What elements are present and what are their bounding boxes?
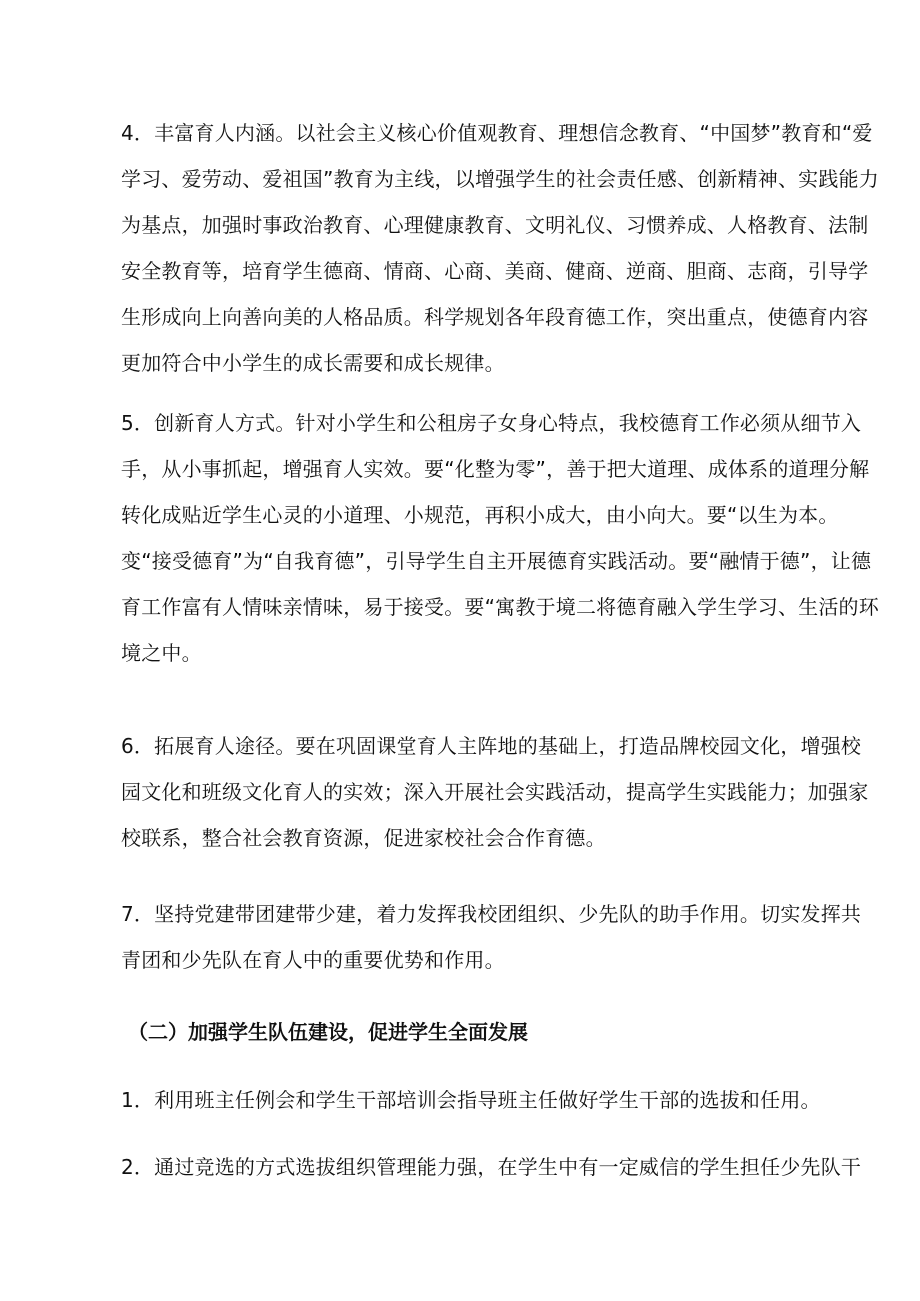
paragraph-7-party-building: 7．坚持党建带团建带少建，着力发挥我校团组织、少先队的助手作用。切实发挥共青团和少先队在育人中的重要优势和作用。 [121, 902, 862, 972]
section-heading: （二）加强学生队伍建设，促进学生全面发展 [128, 1020, 528, 1044]
list-item-2: 2．通过竞选的方式选拔组织管理能力强，在学生中有一定威信的学生担任少先队干 [121, 1155, 862, 1179]
paragraph-5-innovate-methods: 5．创新育人方式。针对小学生和公租房子女身心特点，我校德育工作必须从细节入手，从小事抓起，增强育人实效。要“化整为零”，善于把大道理、成体系的道理分解转化成贴近学生心灵的小道理、小规范，再积小成大，由小向大。要“以生为本。变“接受德育”为“自我育德”，引导学生自主开展德育实践活动。要“融情于德”，让德育工作富有人情味亲情味，易于接受。要“寓教于境二将德育融入学生学习、生活的环境之中。 [121, 411, 879, 665]
paragraph-6-expand-channels: 6．拓展育人途径。要在巩固课堂育人主阵地的基础上，打造品牌校园文化，增强校园文化和班级文化育人的实效；深入开展社会实践活动，提高学生实践能力；加强家校联系，整合社会教育资源，促进家校社会合作育德。 [121, 734, 869, 850]
paragraph-4-enrich-education: 4．丰富育人内涵。以社会主义核心价值观教育、理想信念教育、“中国梦”教育和“爱学习、爱劳动、爱祖国”教育为主线，以增强学生的社会责任感、创新精神、实践能力为基点，加强时事政治教育、心理健康教育、文明礼仪、习惯养成、人格教育、法制安全教育等，培育学生德商、情商、心商、美商、健商、逆商、胆商、志商，引导学生形成向上向善向美的人格品质。科学规划各年段育德工作，突出重点，使德育内容更加符合中小学生的成长需要和成长规律。 [121, 121, 879, 375]
list-item-1: 1．利用班主任例会和学生干部培训会指导班主任做好学生干部的选拔和任用。 [121, 1088, 821, 1112]
